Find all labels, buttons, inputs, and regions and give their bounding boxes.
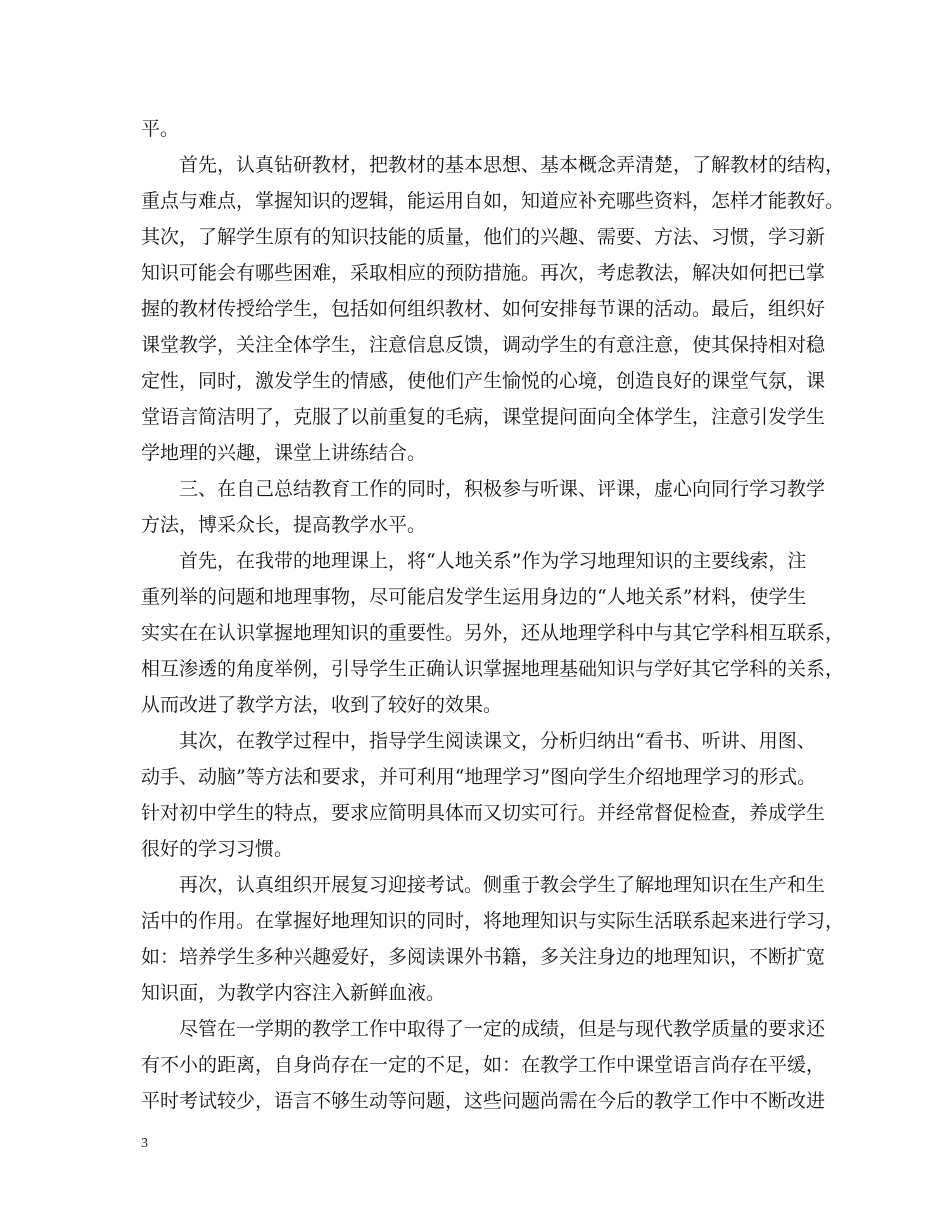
text-line: 尽管在一学期的教学工作中取得了一定的成绩，但是与现代教学质量的要求还	[179, 1018, 826, 1040]
text-line: 方法，博采众长，提高教学水平。	[141, 514, 427, 536]
text-line: 其次，在教学过程中，指导学生阅读课文，分析归纳出“看书、听讲、用图、	[179, 730, 816, 752]
text-line: 从而改进了教学方法，收到了较好的效果。	[141, 694, 503, 716]
text-line: 首先，认真钻研教材，把教材的基本思想、基本概念弄清楚，了解教材的结构，	[179, 154, 845, 176]
text-line: 其次，了解学生原有的知识技能的质量，他们的兴趣、需要、方法、习惯，学习新	[141, 226, 826, 248]
text-line: 如：培养学生多种兴趣爱好，多阅读课外书籍，多关注身边的地理知识，不断扩宽	[141, 946, 826, 968]
text-line: 堂语言简洁明了，克服了以前重复的毛病，课堂提问面向全体学生，注意引发学生	[141, 406, 826, 428]
text-line: 很好的学习习惯。	[141, 838, 294, 860]
text-line: 实实在在认识掌握地理知识的重要性。另外，还从地理学科中与其它学科相互联系，	[141, 622, 845, 644]
text-line: 重点与难点，掌握知识的逻辑，能运用自如，知道应补充哪些资料，怎样才能教好。	[141, 190, 845, 212]
text-line: 针对初中学生的特点，要求应简明具体而又切实可行。并经常督促检查，养成学生	[141, 802, 826, 824]
page-number: 3	[141, 1136, 148, 1151]
text-line: 知识可能会有哪些困难，采取相应的预防措施。再次，考虑教法，解决如何把已掌	[141, 262, 826, 284]
text-line: 动手、动脑”等方法和要求，并可利用“地理学习”图向学生介绍地理学习的形式。	[141, 766, 817, 788]
text-line: 首先，在我带的地理课上，将“人地关系”作为学习地理知识的主要线索，注	[179, 550, 807, 572]
text-line: 三、在自己总结教育工作的同时，积极参与听课、评课，虚心向同行学习教学	[179, 478, 826, 500]
text-line: 握的教材传授给学生，包括如何组织教材、如何安排每节课的活动。最后，组织好	[141, 298, 826, 320]
text-line: 有不小的距离，自身尚存在一定的不足，如：在教学工作中课堂语言尚存在平缓，	[141, 1054, 826, 1076]
text-line: 课堂教学，关注全体学生，注意信息反馈，调动学生的有意注意，使其保持相对稳	[141, 334, 826, 356]
text-line: 相互渗透的角度举例，引导学生正确认识掌握地理基础知识与学好其它学科的关系，	[141, 658, 845, 680]
text-line: 学地理的兴趣，课堂上讲练结合。	[141, 442, 427, 464]
text-line: 知识面，为教学内容注入新鲜血液。	[141, 982, 446, 1004]
text-line: 平。	[141, 118, 180, 140]
text-line: 再次，认真组织开展复习迎接考试。侧重于教会学生了解地理知识在生产和生	[179, 874, 826, 896]
text-line: 平时考试较少，语言不够生动等问题，这些问题尚需在今后的教学工作中不断改进	[141, 1090, 826, 1112]
text-line: 活中的作用。在掌握好地理知识的同时，将地理知识与实际生活联系起来进行学习，	[141, 910, 845, 932]
text-line: 重列举的问题和地理事物，尽可能启发学生运用身边的“人地关系”材料，使学生	[141, 586, 807, 608]
text-line: 定性，同时，激发学生的情感，使他们产生愉悦的心境，创造良好的课堂气氛，课	[141, 370, 826, 392]
